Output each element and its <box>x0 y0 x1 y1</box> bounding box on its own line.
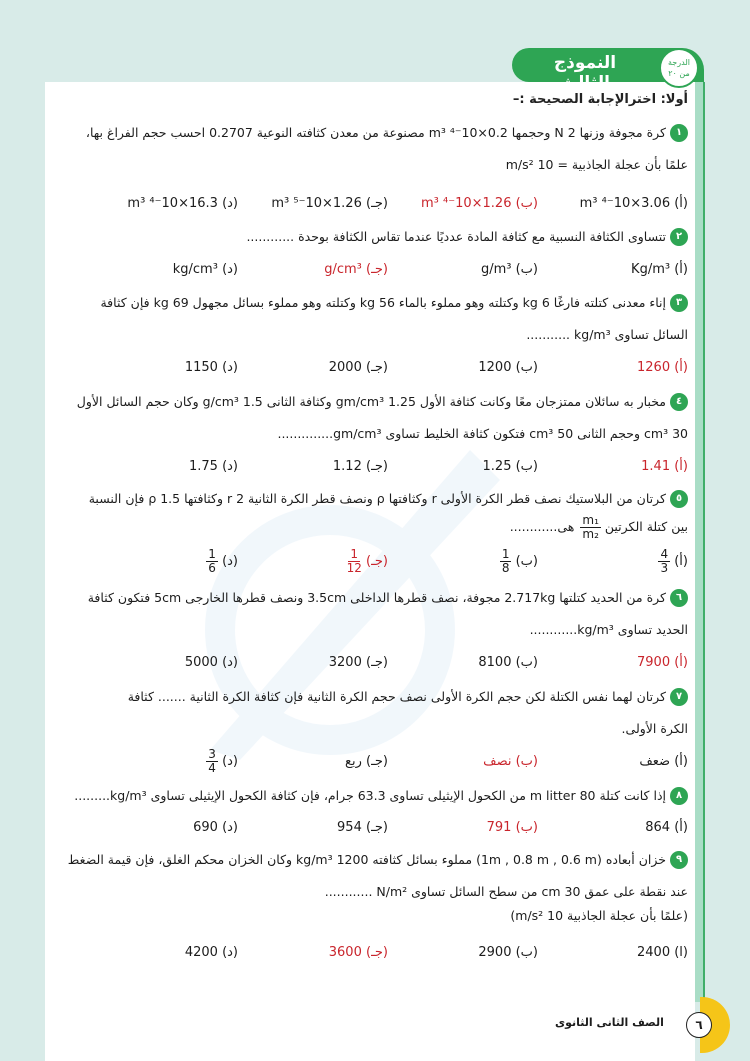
question-text-cont: السائل تساوى kg/m³ ........... <box>526 327 688 342</box>
question-text: كرتان لهما نفس الكتلة لكن حجم الكرة الأولى نصف حجم الكرة الثانية فإن كثافة الكرة الثانية ....... كثافة <box>127 689 666 704</box>
question-text: خزان أبعاده (1m , 0.8 m , 0.6 m) مملوء بسائل كثافته 1200 kg/m³ وكان الخزان محكم الغلق، فإن قيمة الضغط <box>67 852 666 867</box>
question-number-badge: ٢ <box>670 228 688 246</box>
question-text: تتساوى الكثافة النسبية مع كثافة المادة عدديًا عندما تقاس الكثافة بوحدة ............ <box>246 229 666 244</box>
question-number-badge: ٤ <box>670 393 688 411</box>
mass-ratio-fraction: $\frac{\text{m₁}}{\text{m₂}}$ <box>582 513 599 541</box>
choice-b[interactable]: (ب) 2900 <box>478 945 538 960</box>
choice-c[interactable]: (جـ) 3600 <box>328 945 388 960</box>
choice-c[interactable]: (جـ) 1.26×10⁻⁵ m³ <box>271 196 388 211</box>
choice-d[interactable]: (د) 690 <box>193 820 238 835</box>
choice-a[interactable]: (أ) 7900 <box>637 655 688 670</box>
choices-q8 <box>88 820 688 842</box>
choice-a[interactable]: (أ) 1260 <box>637 360 688 375</box>
choice-b[interactable]: (ب) g/m³ <box>480 262 538 277</box>
choice-d[interactable]: (د) 1150 <box>184 360 238 375</box>
choice-c[interactable]: (جـ) 2000 <box>328 360 388 375</box>
footer-grade-label: الصف الثانى الثانوى <box>555 1016 664 1029</box>
question-text-cont: عند نقطة على عمق 30 cm من سطح السائل تساوى N/m² ............ <box>324 884 688 899</box>
choice-b[interactable]: (ب) 1.26×10⁻⁴ m³ <box>420 196 538 211</box>
question-number-badge: ٦ <box>670 589 688 607</box>
choice-a[interactable]: (أ) $\frac{4}{3}$ <box>660 547 688 575</box>
question-text-cont: علمًا بأن عجلة الجاذبية = 10 m/s² <box>505 157 688 172</box>
choice-d[interactable]: (د) 5000 <box>184 655 238 670</box>
question-4 <box>68 393 688 443</box>
choice-d[interactable]: (د) $\frac{1}{6}$ <box>208 547 238 575</box>
section-title: أولا: اخترالإجابة الصحيحة :– <box>512 92 688 107</box>
choice-d[interactable]: (د) $\frac{3}{4}$ <box>208 747 238 775</box>
question-text: كرة من الحديد كتلتها 2.717kg مجوفة، نصف قطرها الداخلى 3.5cm ونصف قطرها الخارجى 5cm فتكون كثافة <box>87 590 666 605</box>
grade-label: الدرجة <box>668 58 690 67</box>
question-number-badge: ٩ <box>670 851 688 869</box>
question-number-badge: ٧ <box>670 688 688 706</box>
choices-q6 <box>88 655 688 677</box>
question-3 <box>68 294 688 344</box>
question-5 <box>68 490 688 541</box>
grade-badge <box>659 48 699 88</box>
choice-c[interactable]: (جـ) 3200 <box>328 655 388 670</box>
choices-q4 <box>88 459 688 481</box>
choice-a[interactable]: (أ) 3.06×10⁻⁴ m³ <box>579 196 688 211</box>
question-text: إناء معدنى كتلته فارغًا 6 kg وكتلته وهو مملوء بالماء 56 kg وكتلته وهو مملوء بسائل مجهول 69 kg فإن كثافة <box>100 295 666 310</box>
choice-c[interactable]: (جـ) 1.12 <box>332 459 388 474</box>
choice-d[interactable]: (د) 1.75 <box>188 459 238 474</box>
question-text: كرتان من البلاستيك نصف قطر الكرة الأولى r وكثافتها ρ ونصف قطر الكرة الثانية 2 r وكثافتها 1.5 ρ فإن النسبة <box>88 491 666 506</box>
choice-d[interactable]: (د) kg/cm³ <box>172 262 238 277</box>
question-1 <box>68 124 688 174</box>
question-7 <box>68 688 688 738</box>
page-title: النموذج الثالث <box>553 53 617 93</box>
question-number-badge: ٥ <box>670 490 688 508</box>
choice-b[interactable]: (ب) نصف <box>483 754 538 769</box>
question-text-cont: بين كتلة الكرتين $\frac{\text{m₁}}{\text{m₂}}$ هى............ <box>509 513 688 541</box>
question-text: إذا كانت كتلة 80 m litter من الكحول الإيثيلى تساوى 63.3 جرام، فإن كثافة الكحول الإيثيلى تساوى kg/m³......... <box>74 788 666 803</box>
question-6 <box>68 589 688 639</box>
question-text: كرة مجوفة وزنها 2 N وحجمها 0.2×10⁻⁴ m³ مصنوعة من معدن كثافته النوعية 0.2707 احسب حجم الفراغ بها، <box>85 125 666 140</box>
page-edge-strip <box>695 82 705 1002</box>
choices-q9 <box>88 945 688 967</box>
choice-a[interactable]: (ا) 2400 <box>637 945 688 960</box>
choice-a[interactable]: (أ) Kg/m³ <box>631 262 688 277</box>
choices-q7 <box>88 748 688 782</box>
question-9 <box>68 851 688 925</box>
question-text: مخبار به سائلان ممتزجان معًا وكانت كثافة الأول 1.25 gm/cm³ وكثافة الثانى 1.5 g/cm³ وكان حجم السائل الأول <box>76 394 666 409</box>
question-8 <box>68 787 688 805</box>
choice-b[interactable]: (ب) 1.25 <box>482 459 538 474</box>
choices-q5 <box>88 548 688 582</box>
choice-b[interactable]: (ب) 791 <box>486 820 538 835</box>
choice-d[interactable]: (د) 4200 <box>184 945 238 960</box>
choice-a[interactable]: (أ) 864 <box>645 820 688 835</box>
choices-q2 <box>88 262 688 284</box>
page-number: ٦ <box>686 1012 712 1038</box>
choice-b[interactable]: (ب) 1200 <box>478 360 538 375</box>
choices-q3 <box>88 360 688 382</box>
choice-c[interactable]: (جـ) g/cm³ <box>324 262 388 277</box>
choice-b[interactable]: (ب) $\frac{1}{8}$ <box>501 547 538 575</box>
question-2 <box>68 228 688 246</box>
question-text-cont: 30 cm³ وحجم الثانى 50 cm³ فتكون كثافة الخليط تساوى gm/cm³.............. <box>277 426 688 441</box>
grade-max: من ٢٠ <box>668 69 690 78</box>
question-text-cont: الحديد تساوى kg/m³............ <box>529 622 688 637</box>
question-note: (علمًا بأن عجلة الجاذبية 10 m/s²) <box>510 908 688 923</box>
choice-c[interactable]: (جـ) ربع <box>345 754 388 769</box>
question-number-badge: ١ <box>670 124 688 142</box>
choices-q1 <box>88 196 688 218</box>
choice-d[interactable]: (د) 16.3×10⁻⁴ m³ <box>127 196 238 211</box>
choice-b[interactable]: (ب) 8100 <box>478 655 538 670</box>
choice-c[interactable]: (جـ) $\frac{1}{12}$ <box>346 547 388 575</box>
question-number-badge: ٣ <box>670 294 688 312</box>
choice-a[interactable]: (أ) 1.41 <box>641 459 688 474</box>
question-number-badge: ٨ <box>670 787 688 805</box>
choice-c[interactable]: (جـ) 954 <box>337 820 388 835</box>
question-text-cont: الكرة الأولى. <box>621 721 688 736</box>
choice-a[interactable]: (أ) ضعف <box>639 754 688 769</box>
